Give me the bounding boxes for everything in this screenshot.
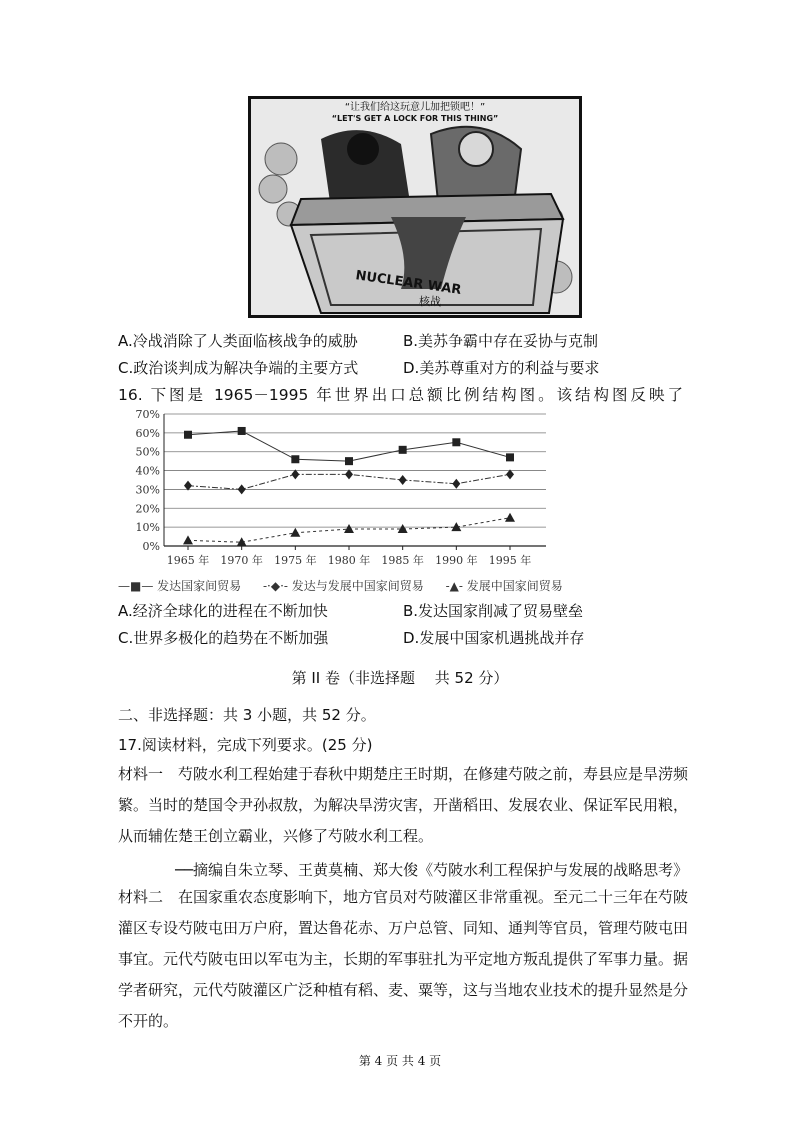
- q15-option-d: D.美苏尊重对方的利益与要求: [403, 359, 600, 377]
- box-label-cn: 核战: [419, 295, 441, 308]
- data-point: [506, 453, 514, 461]
- data-point: [345, 457, 353, 465]
- material-2-text: 材料二 在国家重农态度影响下，地方官员对芍陂灌区非常重视。至元二十三年在芍陂灌区专设芍陂屯田万户府，置达鲁花赤、万户总管、同知、通判等官员，管理芍陂屯田事宜。元代芍陂屯田以军屯为主，长期的军事驻扎为平定地方叛乱提供了军事力量。据学者研究，元代芍陂灌区广泛种植有稻、麦、粟等，这与当地农业技术的提升显然是分不开的。: [118, 888, 689, 1030]
- data-point: [505, 513, 515, 522]
- cartoon-caption-cn: “让我们给这玩意儿加把锁吧！”: [344, 102, 486, 113]
- y-tick-label: 40%: [135, 464, 160, 478]
- data-point: [183, 535, 193, 544]
- x-tick-label: 1990 年: [435, 554, 478, 567]
- x-tick-label: 1970 年: [220, 554, 263, 567]
- legend-series-2: -·◆·- 发达与发展中国家间贸易: [262, 579, 424, 593]
- y-tick-label: 50%: [135, 445, 160, 459]
- legend-series-1: —■— 发达国家间贸易: [118, 579, 242, 593]
- material-1-source: ──摘编自朱立琴、王黄莫楠、郑大俊《芍陂水利工程保护与发展的战略思考》: [175, 861, 689, 879]
- data-point: [399, 446, 407, 454]
- q15-option-b: B.美苏争霸中存在妥协与克制: [403, 332, 599, 350]
- page-footer: 第 4 页 共 4 页: [358, 1054, 442, 1068]
- data-point: [238, 427, 246, 435]
- x-tick-label: 1985 年: [381, 554, 424, 567]
- legend-series-3: -▲- 发展中国家间贸易: [445, 579, 563, 593]
- data-point: [291, 455, 299, 463]
- y-tick-label: 70%: [135, 408, 160, 421]
- y-tick-label: 30%: [135, 483, 160, 497]
- data-point: [238, 484, 246, 494]
- export-structure-chart: [128, 408, 558, 574]
- x-tick-label: 1995 年: [488, 554, 532, 567]
- y-tick-label: 10%: [135, 521, 160, 535]
- data-point: [290, 528, 300, 537]
- data-point: [452, 479, 460, 489]
- x-tick-label: 1965 年: [166, 554, 210, 567]
- section-title: 第 II 卷（非选择题 共 52 分）: [291, 669, 509, 687]
- data-point: [398, 524, 408, 533]
- q16-option-d: D.发展中国家机遇挑战并存: [403, 629, 585, 647]
- q15-option-c: C.政治谈判成为解决争端的主要方式: [118, 359, 359, 377]
- q16-option-c: C.世界多极化的趋势在不断加强: [118, 629, 329, 647]
- q15-option-a: A.冷战消除了人类面临核战争的威胁: [118, 332, 358, 350]
- chart-legend: [118, 577, 581, 594]
- data-point: [399, 475, 407, 485]
- series-line: [188, 431, 510, 461]
- section-heading: 二、非选择题：共 3 小题，共 52 分。: [118, 706, 376, 724]
- x-tick-label: 1975 年: [274, 554, 317, 567]
- q17-stem: 17.阅读材料，完成下列要求。(25 分): [118, 736, 373, 754]
- data-point: [184, 431, 192, 439]
- data-point: [452, 438, 460, 446]
- y-tick-label: 60%: [135, 426, 160, 440]
- x-tick-label: 1980 年: [327, 554, 371, 567]
- material-1-text: 材料一 芍陂水利工程始建于春秋中期楚庄王时期，在修建芍陂之前，寿县应是旱涝频繁。当时的楚国令尹孙叔敖，为解决旱涝灾害，开凿稻田、发展农业、保证军民用粮，从而辅佐楚王创立霸业，兴修了芍陂水利工程。: [118, 765, 689, 845]
- q16-option-a: A.经济全球化的进程在不断加快: [118, 602, 328, 620]
- data-point: [344, 524, 354, 533]
- box-label-en: NUCLEAR WAR: [354, 268, 463, 298]
- cartoon-caption-en: “LET'S GET A LOCK FOR THIS THING”: [331, 114, 499, 123]
- q16-stem: 16. 下图是 1965－1995 年世界出口总额比例结构图。该结构图反映了: [118, 386, 683, 404]
- q16-option-b: B.发达国家削减了贸易壁垒: [403, 602, 584, 620]
- y-tick-label: 20%: [135, 502, 160, 516]
- y-tick-label: 0%: [142, 540, 160, 553]
- cartoon-illustration: [248, 96, 582, 318]
